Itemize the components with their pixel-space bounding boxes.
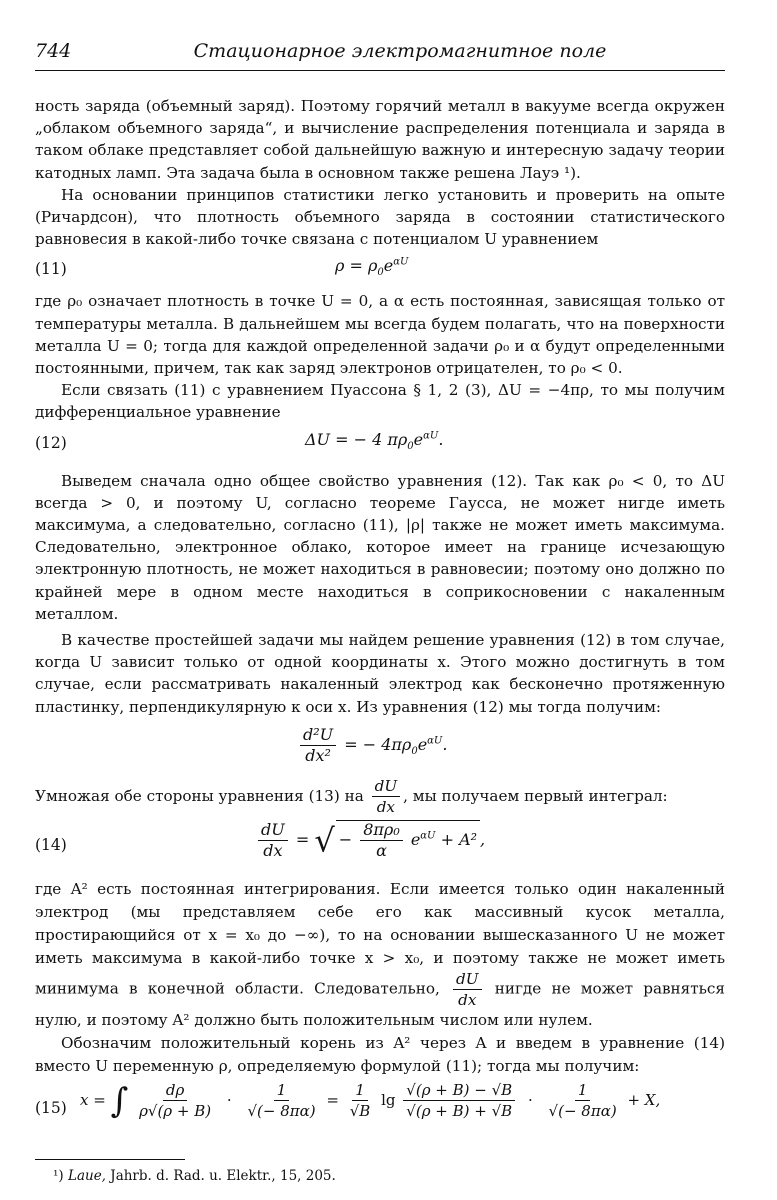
equation-body: ΔU = − 4 $\pi\rho_0e^{\alpha U}$. [305, 429, 444, 452]
footnote: ¹) Laue, Jahrb. d. Rad. u. Elektr., 15, 205. [53, 1167, 336, 1184]
equation-number: (14) [35, 836, 67, 855]
paragraph-3: где ρ₀ означает плотность в точке U = 0, а α есть постоянная, зависящая только от температуры металла. В дальнейшем мы всегда будем полагать, что на поверхности металла U = 0; тогда для каждой определенной задачи ρ₀ и α будут определенными постоянными, причем, так как заряд электронов отрицателен, то ρ₀ < 0. [35, 292, 725, 378]
footnote-author: Laue, [67, 1167, 106, 1184]
paragraph-6: В качестве простейшей задачи мы найдем решение уравнения (12) в том случае, когда U зависит только от одной координаты x. Этого можно достигнуть в том случае, если рассматривать накаленный электрод как бесконечно протяженную пластинку, перпендикулярную к оси x. Из уравнения (12) мы тогда получим: [35, 631, 725, 716]
footnote-reference: Jahrb. d. Rad. u. Elektr., 15, 205. [110, 1167, 336, 1184]
equation-body: $\frac{\text{d²U}}{\text{dx²}}$ = − $4\pi\rho_0e^{\alpha U}$. [297, 726, 447, 765]
radical-sign: √ [314, 821, 335, 860]
paragraph-8: где A² есть постоянная интегрирования. Если имеется только один накаленный электрод (мы представляем себе его как массивный кусок металла, простирающийся от x = x₀ до −∞), то на основании вышесказанного U не может иметь максимума в какой-либо точке x > x₀, и поэтому также не может иметь минимума в конечной области. Следовательно, $\frac{dU}{dx}$ нигде не может равняться нулю, и поэтому A² должно быть положительным числом или нулем. [35, 880, 726, 1030]
paragraph-9: Обозначим положительный корень из A² через A и введем в уравнение (14) вместо U переменную ρ, определяемую формулой (11); тогда мы получим: [35, 1034, 725, 1075]
radicand: − $\frac{\text{8πρ₀}}{\alpha}$ $e^{\alpha U} + A^2$ [336, 820, 480, 860]
running-title: Стационарное электромагнитное поле [193, 40, 607, 62]
page-number: 744 [35, 40, 72, 62]
paragraph-5: Выведем сначала одно общее свойство уравнения (12). Так как ρ₀ < 0, то ΔU всегда > 0, и поэтому U, согласно теореме Гаусса, не может нигде иметь максимума, а следовательно, согласно (11), |ρ| также не может иметь максимума. Следовательно, электронное облако, которое имеет на границе исчезающую электронную плотность, не может находиться в равновесии; поэтому оно должно по крайней мере в одном месте находиться в соприкосновении с накаленным металлом. [35, 471, 725, 623]
equation-number: (15) [35, 1098, 67, 1117]
equation-13 [35, 718, 725, 776]
page-header [35, 40, 725, 71]
paragraph-1: ность заряда (объемный заряд). Поэтому горячий металл в вакууме всегда окружен „облаком объемного заряда“, и вычисление распределения потенциала и заряда в таком облаке представляет собой дальнейшую важную и интересную задачу теории катодных ламп. Эта задача была в основном также решена Лауэ ¹). [35, 97, 725, 182]
paragraph-4: Если связать (11) с уравнением Пуассона § 1, 2 (3), ΔU = −4πρ, то мы получим дифференциальное уравнение [35, 381, 725, 422]
equation-number: (12) [35, 433, 67, 452]
page [35, 40, 725, 1184]
equation-12 [35, 424, 725, 464]
paragraph-7: Умножая обе стороны уравнения (13) на $\frac{dU}{dx}$ , мы получаем первый интеграл: [35, 777, 668, 817]
equation-body: $\rho = \rho_0e^{\alpha U}$ [335, 256, 409, 279]
paragraph-2: На основании принципов статистики легко установить и проверить на опыте (Ричардсон), что плотность объемного заряда в состоянии статистического равновесия в какой-либо точке связана с потенциалом U уравнением [35, 185, 725, 249]
equation-body: $\frac{dU}{dx}$ = √ − $\frac{\text{8πρ₀}}{\alpha}$ $e^{\alpha U} + A^2$ , [255, 820, 485, 860]
fraction: $\frac{\text{d²U}}{\text{dx²}}$ [300, 726, 336, 765]
integral-sign: ∫ [110, 1080, 129, 1121]
equation-number: (11) [35, 260, 67, 279]
equation-15 [35, 1077, 725, 1141]
equation-body: x = ∫ $\frac{d\rho}{\rho√(\rho + B)}$ · $\frac{1}{√(- 8\pi\alpha)}$ = $\frac{1}{√B}$ lg $\frac{√(\rho + B) - √B}{√(\rho + B) + √B}$ · $\frac{1}{√(- 8\pi\alpha)}$ + X, [80, 1080, 661, 1121]
footnote-separator [35, 1159, 185, 1160]
fraction-dU-dx: $\frac{dU}{dx}$ [453, 970, 482, 1009]
equation-14 [35, 816, 725, 878]
fraction-dU-dx: $\frac{dU}{dx}$ [372, 777, 401, 816]
equation-11 [35, 250, 725, 290]
